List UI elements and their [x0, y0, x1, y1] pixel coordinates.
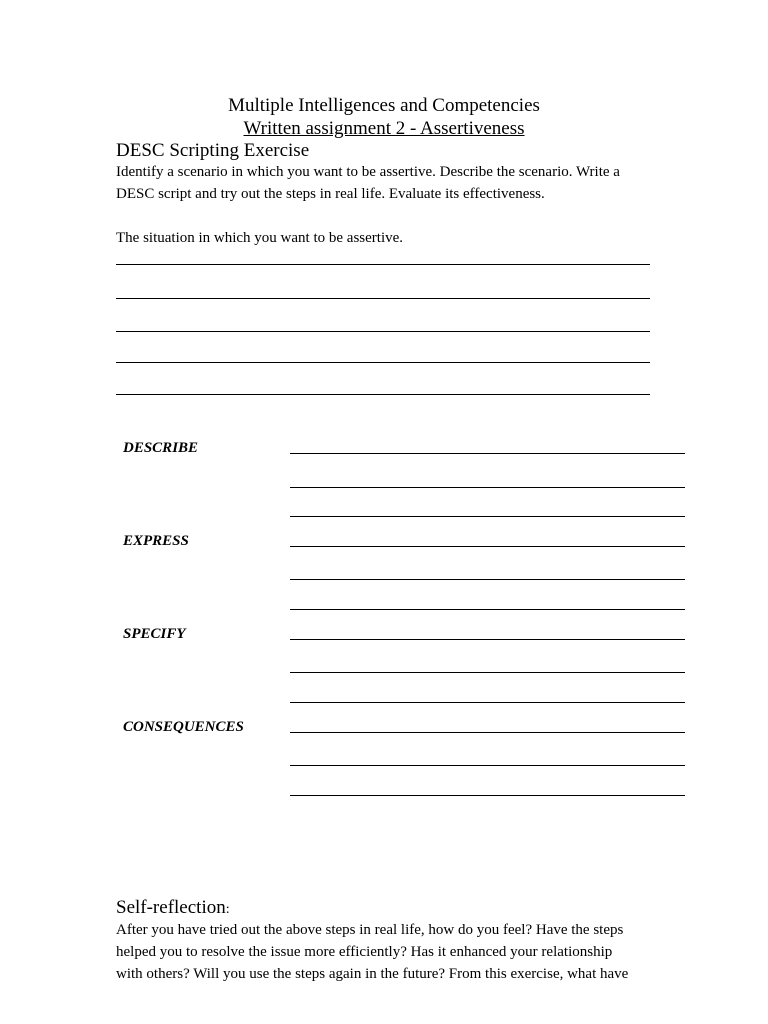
describe-answer-line[interactable]: [290, 487, 685, 488]
express-answer-line[interactable]: [290, 609, 685, 610]
section-heading: DESC Scripting Exercise: [116, 140, 310, 161]
describe-answer-line[interactable]: [290, 516, 685, 517]
situation-answer-line[interactable]: [116, 362, 650, 363]
consequences-answer-line[interactable]: [290, 765, 685, 766]
intro-line-1: Identify a scenario in which you want to be assertive. Describe the scenario. Write a: [116, 164, 620, 180]
situation-answer-line[interactable]: [116, 264, 650, 265]
situation-answer-line[interactable]: [116, 331, 650, 332]
intro-line-2: DESC script and try out the steps in real life. Evaluate its effectiveness.: [116, 186, 545, 202]
situation-answer-line[interactable]: [116, 394, 650, 395]
document-title: Multiple Intelligences and Competencies: [228, 95, 540, 116]
consequences-answer-line[interactable]: [290, 732, 685, 733]
reflection-line-2: helped you to resolve the issue more efficiently? Has it enhanced your relationship: [116, 944, 613, 960]
describe-label: DESCRIBE: [123, 440, 199, 456]
self-reflection-title: Self-reflection: [116, 897, 226, 918]
document-subtitle: Written assignment 2 - Assertiveness: [243, 118, 525, 139]
specify-answer-line[interactable]: [290, 702, 685, 703]
reflection-line-3: with others? Will you use the steps again in the future? From this exercise, what have: [116, 966, 629, 982]
consequences-label: CONSEQUENCES: [123, 719, 244, 735]
consequences-answer-line[interactable]: [290, 795, 685, 796]
self-reflection-colon: :: [225, 902, 230, 917]
specify-answer-line[interactable]: [290, 672, 685, 673]
situation-prompt: The situation in which you want to be assertive.: [116, 230, 404, 246]
situation-answer-line[interactable]: [116, 298, 650, 299]
express-answer-line[interactable]: [290, 579, 685, 580]
self-reflection-heading: [116, 897, 230, 921]
express-answer-line[interactable]: [290, 546, 685, 547]
specify-label: SPECIFY: [123, 626, 186, 642]
specify-answer-line[interactable]: [290, 639, 685, 640]
describe-answer-line[interactable]: [290, 453, 685, 454]
express-label: EXPRESS: [123, 533, 189, 549]
reflection-line-1: After you have tried out the above steps in real life, how do you feel? Have the steps: [116, 922, 624, 938]
